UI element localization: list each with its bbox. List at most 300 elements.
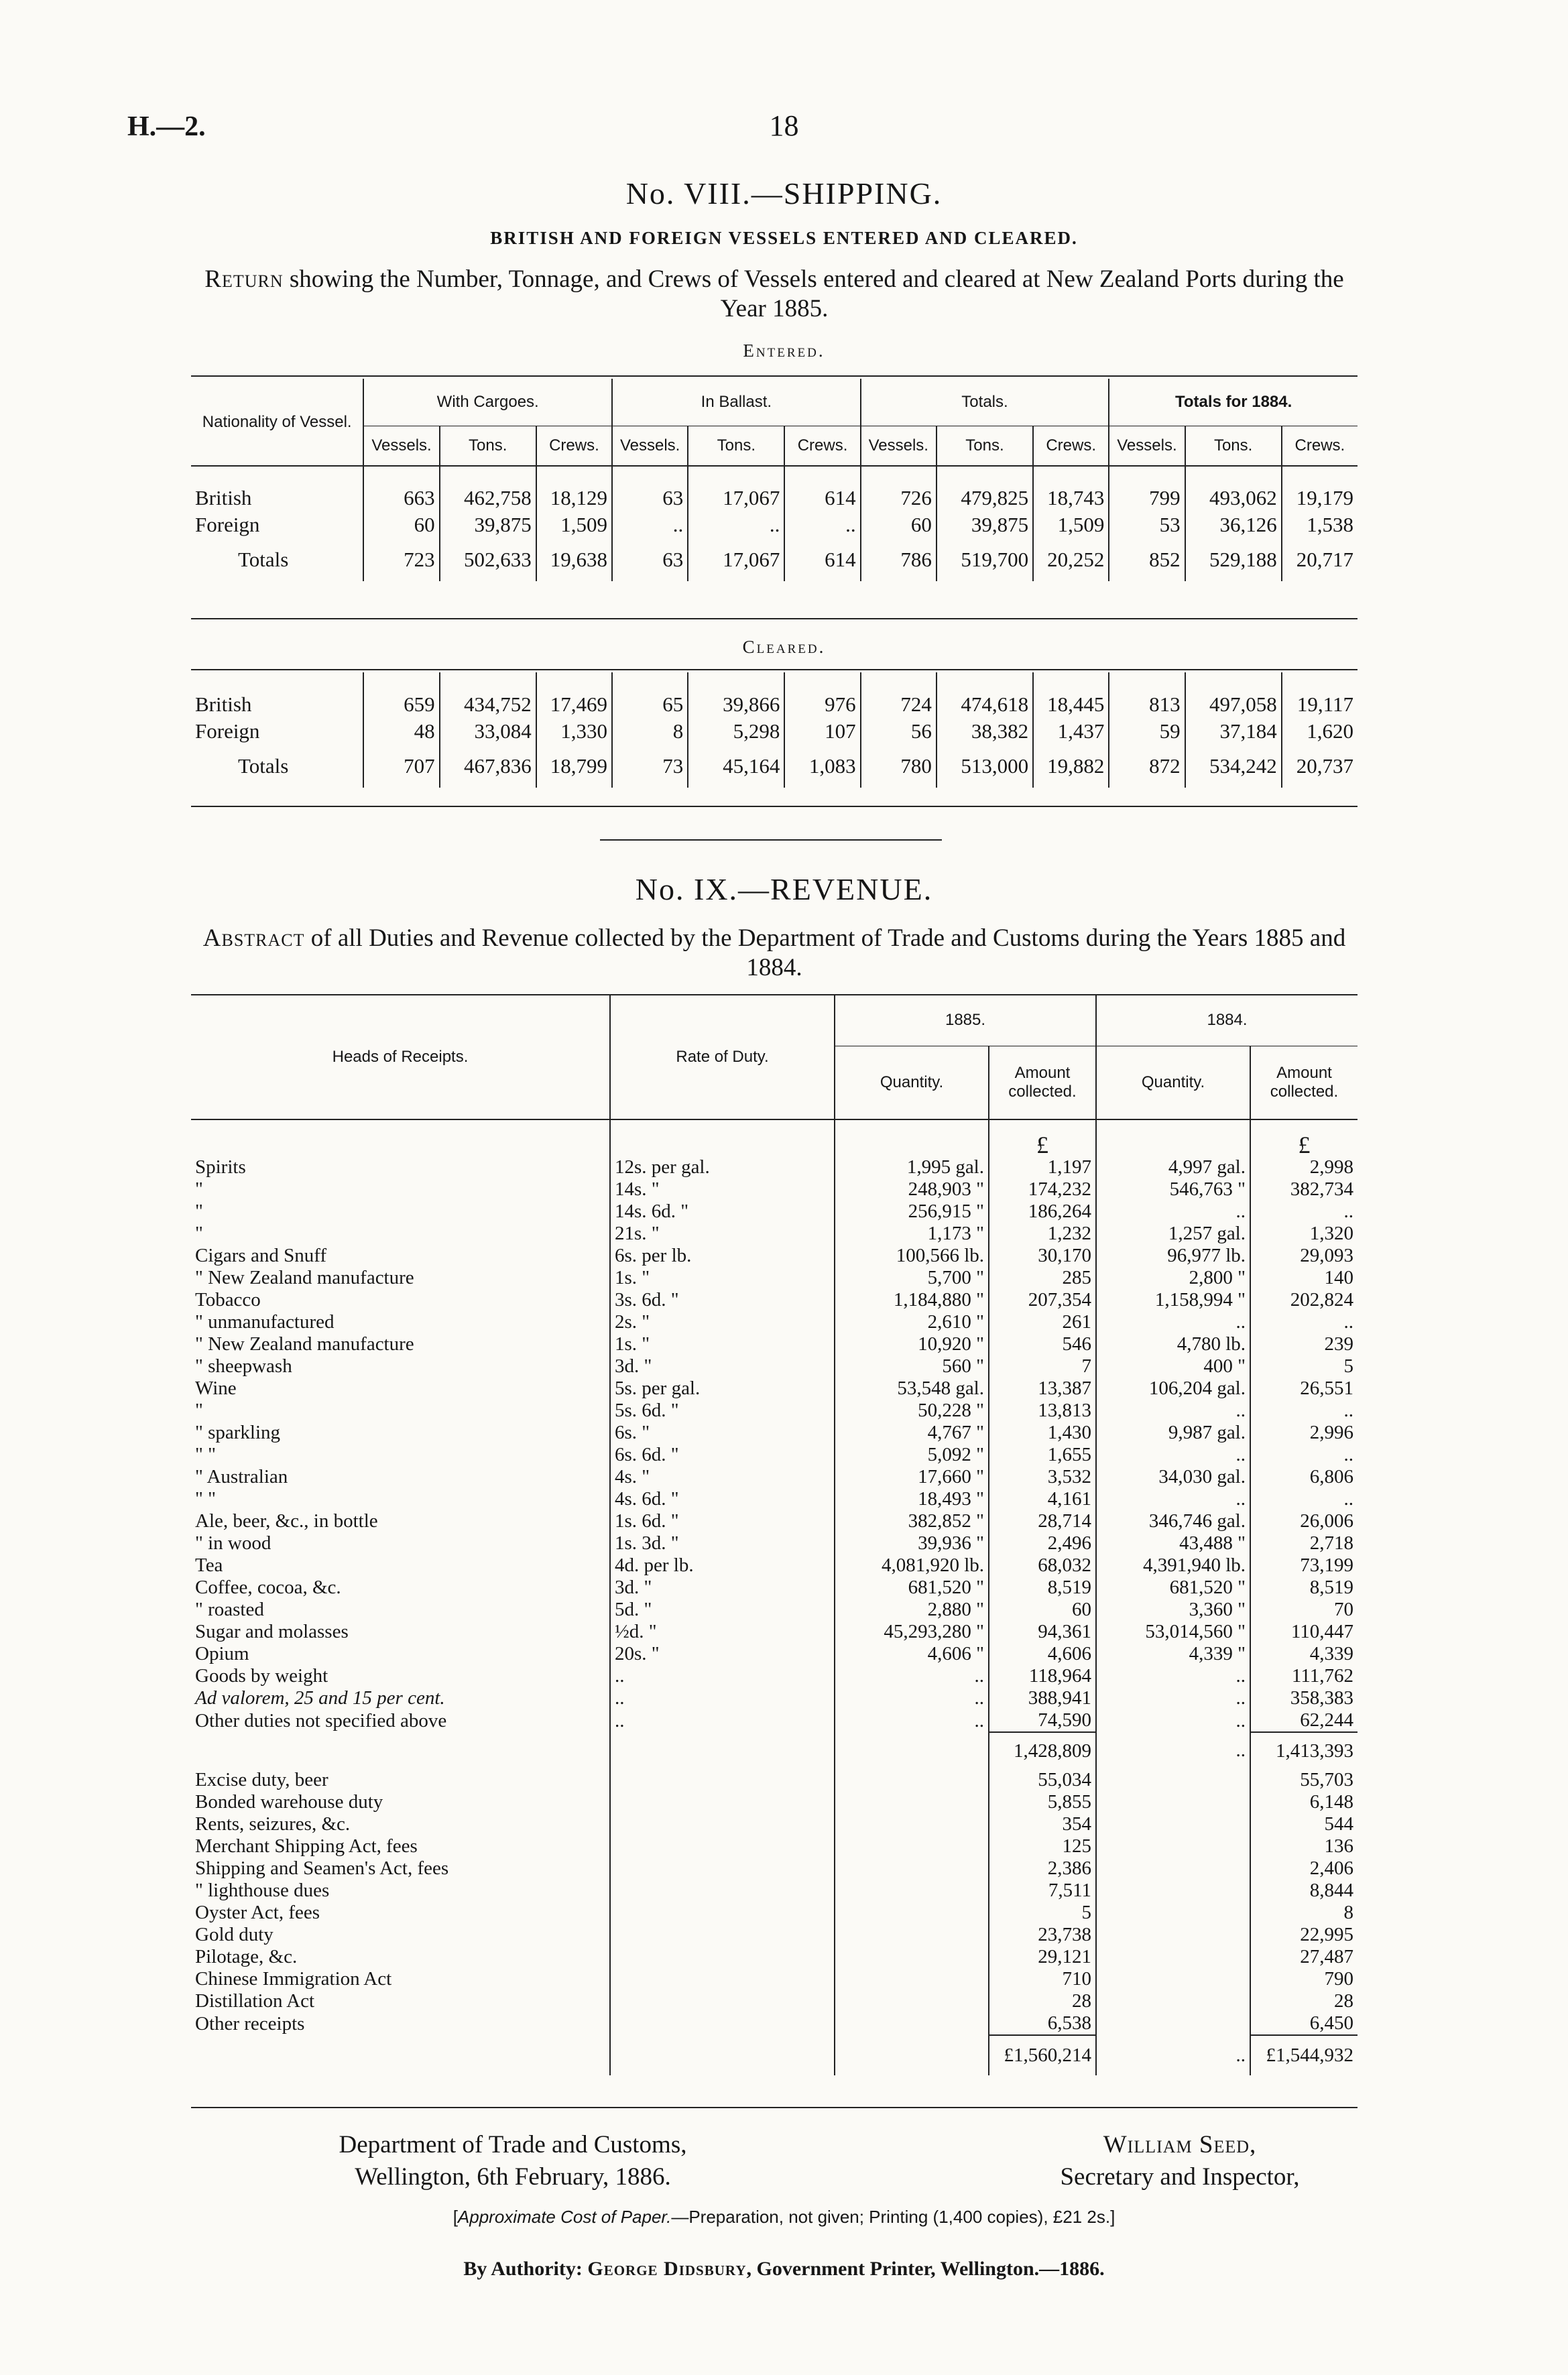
nationality-header: Nationality of Vessel. xyxy=(191,379,363,466)
revenue-row xyxy=(191,1769,1358,1791)
revenue-row xyxy=(191,1577,1358,1599)
amount-1884: 2,718 xyxy=(1250,1532,1358,1555)
group-totals-1884: Totals for 1884. xyxy=(1109,379,1358,426)
blank xyxy=(835,1835,989,1858)
amount-1884: 26,551 xyxy=(1250,1378,1358,1400)
revenue-row xyxy=(191,1665,1358,1687)
rate-of-duty: 3d. " xyxy=(610,1577,835,1599)
ship-cell: 63 xyxy=(612,485,688,511)
amount-1884: 110,447 xyxy=(1250,1621,1358,1643)
grand-total-row xyxy=(191,2035,1358,2075)
quantity-1885: 382,852 " xyxy=(835,1510,989,1532)
receipt-head: " xyxy=(195,1400,203,1421)
amount-1885: 354 xyxy=(989,1813,1096,1835)
ship-cell: .. xyxy=(784,511,860,538)
ship-cell: 663 xyxy=(363,485,439,511)
amount-1884: 22,995 xyxy=(1250,1924,1358,1946)
blank xyxy=(1096,1902,1250,1924)
grand-total-1885: £1,560,214 xyxy=(989,2035,1096,2075)
ship-cell: 799 xyxy=(1109,485,1185,511)
receipt-head: " in wood xyxy=(195,1532,272,1554)
ship-cell: .. xyxy=(612,511,688,538)
receipt-head: Wine xyxy=(195,1378,237,1399)
quantity-1885: .. xyxy=(835,1687,989,1709)
col-vessels: Vessels. xyxy=(1109,426,1185,466)
revenue-row xyxy=(191,2012,1358,2035)
col-tons: Tons. xyxy=(440,426,536,466)
amount-1885: 55,034 xyxy=(989,1769,1096,1791)
receipt-head: " xyxy=(195,1223,203,1244)
totals-row xyxy=(191,745,1358,788)
amount-1884: 6,806 xyxy=(1250,1466,1358,1488)
revenue-row xyxy=(191,1835,1358,1858)
amount-1885: 68,032 xyxy=(989,1555,1096,1577)
revenue-row xyxy=(191,1858,1358,1880)
quantity-1885: .. xyxy=(835,1665,989,1687)
ship-cell: 502,633 xyxy=(440,538,536,581)
blank xyxy=(610,1835,835,1858)
amount-1885: 4,606 xyxy=(989,1643,1096,1665)
blank xyxy=(610,1791,835,1813)
receipt-head: " lighthouse dues xyxy=(195,1880,330,1901)
quantity-1884: .. xyxy=(1096,1311,1250,1333)
amount-1885: 5 xyxy=(989,1902,1096,1924)
group-in-ballast: In Ballast. xyxy=(612,379,861,426)
blank xyxy=(835,1880,989,1902)
ship-cell: 18,129 xyxy=(536,485,612,511)
revenue-row xyxy=(191,1990,1358,2012)
ship-cell: 19,179 xyxy=(1282,485,1358,511)
amount-1884: 4,339 xyxy=(1250,1643,1358,1665)
revenue-row xyxy=(191,1178,1358,1201)
amount-1885: 125 xyxy=(989,1835,1096,1858)
receipt-head: Ad valorem, 25 and 15 per cent. xyxy=(195,1687,445,1709)
rate-of-duty: 4s. " xyxy=(610,1466,835,1488)
amount-1885: 4,161 xyxy=(989,1488,1096,1510)
amount-1884: 6,450 xyxy=(1250,2012,1358,2035)
revenue-row xyxy=(191,1687,1358,1709)
amount-1884: .. xyxy=(1250,1311,1358,1333)
revenue-row xyxy=(191,1555,1358,1577)
quantity-1884: 346,746 gal. xyxy=(1096,1510,1250,1532)
nationality-row xyxy=(191,511,1358,538)
rate-of-duty: 5s. 6d. " xyxy=(610,1400,835,1422)
receipt-head: Ale, beer, &c., in bottle xyxy=(195,1510,378,1532)
blank xyxy=(835,1791,989,1813)
amount-1884: 8,519 xyxy=(1250,1577,1358,1599)
printer-name: George Didsbury xyxy=(587,2258,747,2280)
rate-of-duty: .. xyxy=(610,1687,835,1709)
rate-of-duty: 2s. " xyxy=(610,1311,835,1333)
amount-1884: 2,996 xyxy=(1250,1422,1358,1444)
blank xyxy=(1096,1835,1250,1858)
revenue-row xyxy=(191,1902,1358,1924)
receipt-head: " Australian xyxy=(195,1466,288,1487)
ship-cell: 1,509 xyxy=(1033,511,1109,538)
quantity-1885: 45,293,280 " xyxy=(835,1621,989,1643)
amount-1884: .. xyxy=(1250,1201,1358,1223)
group-with-cargoes: With Cargoes. xyxy=(363,379,612,426)
amount-1884: 8,844 xyxy=(1250,1880,1358,1902)
ship-cell: 38,382 xyxy=(937,718,1033,745)
quantity-1884: 4,339 " xyxy=(1096,1643,1250,1665)
authority-line xyxy=(0,2258,1568,2280)
ship-cell: 462,758 xyxy=(440,485,536,511)
rate-of-duty: 1s. " xyxy=(610,1267,835,1289)
quantity-1884: .. xyxy=(1096,2035,1250,2075)
amount-1884: 27,487 xyxy=(1250,1946,1358,1968)
subtotal-1884: 1,413,393 xyxy=(1250,1732,1358,1769)
amount-1885: 60 xyxy=(989,1599,1096,1621)
receipt-head: Rents, seizures, &c. xyxy=(195,1813,351,1835)
quantity-1885: 10,920 " xyxy=(835,1333,989,1355)
amount-1885: 28,714 xyxy=(989,1510,1096,1532)
shipping-subtitle: BRITISH AND FOREIGN VESSELS ENTERED AND CLEARED. xyxy=(490,228,1078,248)
revenue-row xyxy=(191,1267,1358,1289)
quantity-1885: 18,493 " xyxy=(835,1488,989,1510)
ship-cell: 872 xyxy=(1109,745,1185,788)
amount-1885: 388,941 xyxy=(989,1687,1096,1709)
ship-cell: 659 xyxy=(363,691,439,718)
revenue-bottom-rule xyxy=(191,2107,1358,2108)
quantity-1885: 100,566 lb. xyxy=(835,1245,989,1267)
receipt-head: Shipping and Seamen's Act, fees xyxy=(195,1858,449,1879)
department-line: Department of Trade and Customs, xyxy=(339,2131,687,2158)
blank xyxy=(1096,1791,1250,1813)
quantity-1885: 5,700 " xyxy=(835,1267,989,1289)
blank xyxy=(610,2012,835,2035)
blank xyxy=(610,1946,835,1968)
blank xyxy=(1096,1880,1250,1902)
amount-1885: 1,430 xyxy=(989,1422,1096,1444)
ship-cell: 37,184 xyxy=(1185,718,1282,745)
ship-cell: 19,638 xyxy=(536,538,612,581)
ship-cell: 786 xyxy=(861,538,937,581)
revenue-row xyxy=(191,1968,1358,1990)
ship-cell: 65 xyxy=(612,691,688,718)
quantity-1885: 560 " xyxy=(835,1355,989,1378)
ship-cell: 1,083 xyxy=(784,745,860,788)
nationality-name: Totals xyxy=(238,754,289,778)
quantity-1884: 4,391,940 lb. xyxy=(1096,1555,1250,1577)
blank xyxy=(191,2035,610,2075)
blank xyxy=(835,1968,989,1990)
blank xyxy=(1096,1858,1250,1880)
intro-text: showing the Number, Tonnage, and Crews of Vessels entered and cleared at New Zealand Ports during the Year 1885. xyxy=(283,265,1344,322)
quantity-1884: .. xyxy=(1096,1732,1250,1769)
ship-cell: 60 xyxy=(363,511,439,538)
nationality-name: British xyxy=(195,692,252,716)
receipt-head: Pilotage, &c. xyxy=(195,1946,298,1967)
cleared-top-rule xyxy=(191,669,1358,670)
amount-1884: 136 xyxy=(1250,1835,1358,1858)
col-tons: Tons. xyxy=(1185,426,1282,466)
receipt-head: Cigars and Snuff xyxy=(195,1245,327,1266)
ship-cell: .. xyxy=(688,511,784,538)
amount-1884: 62,244 xyxy=(1250,1709,1358,1732)
revenue-row xyxy=(191,1289,1358,1311)
quantity-1884: 43,488 " xyxy=(1096,1532,1250,1555)
amount-1884: 1,320 xyxy=(1250,1223,1358,1245)
revenue-row xyxy=(191,1201,1358,1223)
ship-cell: 17,067 xyxy=(688,538,784,581)
revenue-row xyxy=(191,1422,1358,1444)
quantity-1884: 1,158,994 " xyxy=(1096,1289,1250,1311)
ship-cell: 513,000 xyxy=(937,745,1033,788)
receipt-head: Spirits xyxy=(195,1156,246,1178)
revenue-row xyxy=(191,1444,1358,1466)
ship-cell: 5,298 xyxy=(688,718,784,745)
signer-name: William Seed, xyxy=(1103,2131,1257,2158)
intro-lead-word: Return xyxy=(204,265,284,293)
receipt-head: Opium xyxy=(195,1643,249,1664)
blank xyxy=(610,2035,835,2075)
amount-1885: 2,496 xyxy=(989,1532,1096,1555)
amount-1884: 5 xyxy=(1250,1355,1358,1378)
col-crews: Crews. xyxy=(1033,426,1109,466)
blank xyxy=(610,1858,835,1880)
receipt-head: Gold duty xyxy=(195,1924,274,1945)
pound-sign: £ xyxy=(989,1119,1096,1156)
ship-cell: 48 xyxy=(363,718,439,745)
receipt-head: " " xyxy=(195,1488,216,1510)
revenue-row xyxy=(191,1156,1358,1178)
page-number: 18 xyxy=(769,109,799,142)
rate-of-duty: 5s. per gal. xyxy=(610,1378,835,1400)
cleared-table xyxy=(191,672,1358,788)
receipt-head: Other receipts xyxy=(195,2012,305,2034)
amount-1885: 7,511 xyxy=(989,1880,1096,1902)
blank xyxy=(610,1769,835,1791)
amount-1885: 261 xyxy=(989,1311,1096,1333)
ship-cell: 17,067 xyxy=(688,485,784,511)
col-crews: Crews. xyxy=(784,426,860,466)
receipt-head: " xyxy=(195,1178,203,1200)
blank xyxy=(610,1968,835,1990)
ship-cell: 73 xyxy=(612,745,688,788)
revenue-row xyxy=(191,1466,1358,1488)
amount-1884: 70 xyxy=(1250,1599,1358,1621)
date-line: Wellington, 6th February, 1886. xyxy=(355,2163,671,2191)
ship-cell: 529,188 xyxy=(1185,538,1282,581)
subtotal-1885: 1,428,809 xyxy=(989,1732,1096,1769)
revenue-row xyxy=(191,1488,1358,1510)
amount-1885: 207,354 xyxy=(989,1289,1096,1311)
authority-rest: , Government Printer, Wellington.—1886. xyxy=(746,2258,1105,2280)
blank xyxy=(835,1769,989,1791)
ship-cell: 724 xyxy=(861,691,937,718)
quantity-1885: 1,173 " xyxy=(835,1223,989,1245)
ship-cell: 20,252 xyxy=(1033,538,1109,581)
receipt-head: " New Zealand manufacture xyxy=(195,1267,414,1288)
amount-1884: 140 xyxy=(1250,1267,1358,1289)
receipt-head: " xyxy=(195,1201,203,1222)
quantity-1885: .. xyxy=(835,1709,989,1732)
signer-title: Secretary and Inspector, xyxy=(1060,2163,1300,2191)
quantity-1884: .. xyxy=(1096,1709,1250,1732)
rate-of-duty: 1s. " xyxy=(610,1333,835,1355)
amount-1885: 23,738 xyxy=(989,1924,1096,1946)
quantity-1885: 4,767 " xyxy=(835,1422,989,1444)
cost-note: [Approximate Cost of Paper.—Preparation, not given; Printing (1,400 copies), £21 2s.] xyxy=(453,2207,1115,2227)
amount-1885: 7 xyxy=(989,1355,1096,1378)
rate-of-duty: 6s. 6d. " xyxy=(610,1444,835,1466)
revenue-row xyxy=(191,1791,1358,1813)
signer-block xyxy=(1006,2129,1354,2193)
quantity-header: Quantity. xyxy=(1096,1046,1250,1119)
revenue-row xyxy=(191,1621,1358,1643)
col-vessels: Vessels. xyxy=(612,426,688,466)
blank xyxy=(835,1732,989,1769)
rate-of-duty: 1s. 6d. " xyxy=(610,1510,835,1532)
revenue-row xyxy=(191,1599,1358,1621)
ship-cell: 20,737 xyxy=(1282,745,1358,788)
ship-cell: 56 xyxy=(861,718,937,745)
ship-cell: 614 xyxy=(784,485,860,511)
col-crews: Crews. xyxy=(1282,426,1358,466)
amount-1884: 55,703 xyxy=(1250,1769,1358,1791)
col-tons: Tons. xyxy=(688,426,784,466)
quantity-1885: 681,520 " xyxy=(835,1577,989,1599)
amount-1885: 13,813 xyxy=(989,1400,1096,1422)
quantity-1884: 9,987 gal. xyxy=(1096,1422,1250,1444)
ship-cell: 707 xyxy=(363,745,439,788)
rate-of-duty: 12s. per gal. xyxy=(610,1156,835,1178)
quantity-1885: 5,092 " xyxy=(835,1444,989,1466)
amount-1884: 2,998 xyxy=(1250,1156,1358,1178)
amount-1885: 74,590 xyxy=(989,1709,1096,1732)
blank xyxy=(1096,1813,1250,1835)
ship-cell: 1,620 xyxy=(1282,718,1358,745)
ship-cell: 39,875 xyxy=(937,511,1033,538)
revenue-row xyxy=(191,1400,1358,1422)
rate-of-duty: 6s. " xyxy=(610,1422,835,1444)
cleared-label: Cleared. xyxy=(742,637,826,657)
receipt-head: Bonded warehouse duty xyxy=(195,1791,383,1813)
receipt-head: " " xyxy=(195,1444,216,1465)
blank xyxy=(835,2012,989,2035)
quantity-1884: 400 " xyxy=(1096,1355,1250,1378)
pound-sign: £ xyxy=(1250,1119,1358,1156)
ship-cell: 1,330 xyxy=(536,718,612,745)
rate-of-duty: 14s. " xyxy=(610,1178,835,1201)
authority-prefix: By Authority: xyxy=(463,2258,588,2280)
quantity-1884: 681,520 " xyxy=(1096,1577,1250,1599)
amount-1885: 186,264 xyxy=(989,1201,1096,1223)
blank xyxy=(835,2035,989,2075)
amount-1884: 111,762 xyxy=(1250,1665,1358,1687)
year-1885-header: 1885. xyxy=(835,995,1096,1046)
intro-lead-word: Abstract xyxy=(202,924,305,952)
ship-cell: 1,437 xyxy=(1033,718,1109,745)
ship-cell: 726 xyxy=(861,485,937,511)
receipt-head: " New Zealand manufacture xyxy=(195,1333,414,1355)
receipt-head: Chinese Immigration Act xyxy=(195,1968,392,1990)
quantity-1885: 39,936 " xyxy=(835,1532,989,1555)
amount-1884: 382,734 xyxy=(1250,1178,1358,1201)
ship-cell: 467,836 xyxy=(440,745,536,788)
amount-1884: 26,006 xyxy=(1250,1510,1358,1532)
quantity-1885: 53,548 gal. xyxy=(835,1378,989,1400)
amount-1884: 790 xyxy=(1250,1968,1358,1990)
totals-row xyxy=(191,538,1358,581)
quantity-1884: 1,257 gal. xyxy=(1096,1223,1250,1245)
ship-cell: 780 xyxy=(861,745,937,788)
blank xyxy=(835,1858,989,1880)
revenue-intro xyxy=(191,924,1358,983)
amount-1885: 29,121 xyxy=(989,1946,1096,1968)
rate-of-duty: 14s. 6d. " xyxy=(610,1201,835,1223)
blank xyxy=(610,1813,835,1835)
ship-cell: 39,875 xyxy=(440,511,536,538)
ship-cell: 39,866 xyxy=(688,691,784,718)
rate-of-duty: ½d. " xyxy=(610,1621,835,1643)
amount-1885: 8,519 xyxy=(989,1577,1096,1599)
amount-1885: 118,964 xyxy=(989,1665,1096,1687)
col-tons: Tons. xyxy=(937,426,1033,466)
ship-cell: 519,700 xyxy=(937,538,1033,581)
ship-cell: 59 xyxy=(1109,718,1185,745)
amount-1885: 546 xyxy=(989,1333,1096,1355)
amount-1884: 6,148 xyxy=(1250,1791,1358,1813)
quantity-1885: 1,995 gal. xyxy=(835,1156,989,1178)
amount-1885: 30,170 xyxy=(989,1245,1096,1267)
quantity-1884: .. xyxy=(1096,1400,1250,1422)
amount-1884: 2,406 xyxy=(1250,1858,1358,1880)
blank xyxy=(610,1902,835,1924)
quantity-1885: 17,660 " xyxy=(835,1466,989,1488)
ship-cell: 614 xyxy=(784,538,860,581)
nationality-row xyxy=(191,485,1358,511)
amount-header: Amount collected. xyxy=(1250,1046,1358,1119)
rate-of-duty: 21s. " xyxy=(610,1223,835,1245)
receipt-head: Tobacco xyxy=(195,1289,261,1311)
ship-cell: 18,445 xyxy=(1033,691,1109,718)
blank xyxy=(1096,1769,1250,1791)
quantity-1884: 53,014,560 " xyxy=(1096,1621,1250,1643)
quantity-1884: .. xyxy=(1096,1687,1250,1709)
receipt-head: Oyster Act, fees xyxy=(195,1902,320,1923)
quantity-1885: 1,184,880 " xyxy=(835,1289,989,1311)
quantity-1885: 248,903 " xyxy=(835,1178,989,1201)
quantity-1884: 3,360 " xyxy=(1096,1599,1250,1621)
revenue-row xyxy=(191,1355,1358,1378)
ship-cell: 534,242 xyxy=(1185,745,1282,788)
quantity-1884: .. xyxy=(1096,1488,1250,1510)
ship-cell: 813 xyxy=(1109,691,1185,718)
receipt-head: Coffee, cocoa, &c. xyxy=(195,1577,341,1598)
blank xyxy=(835,1813,989,1835)
receipt-head: Sugar and molasses xyxy=(195,1621,349,1642)
revenue-row xyxy=(191,1532,1358,1555)
amount-1885: 28 xyxy=(989,1990,1096,2012)
ship-cell: 60 xyxy=(861,511,937,538)
amount-1885: 710 xyxy=(989,1968,1096,1990)
quantity-1885: 2,610 " xyxy=(835,1311,989,1333)
revenue-row xyxy=(191,1223,1358,1245)
revenue-row xyxy=(191,1813,1358,1835)
revenue-row xyxy=(191,1333,1358,1355)
revenue-row xyxy=(191,1510,1358,1532)
blank xyxy=(610,1990,835,2012)
rate-of-duty: 3s. 6d. " xyxy=(610,1289,835,1311)
amount-1885: 1,232 xyxy=(989,1223,1096,1245)
shipping-intro xyxy=(191,265,1358,324)
amount-1884: .. xyxy=(1250,1444,1358,1466)
receipt-head: Goods by weight xyxy=(195,1665,328,1687)
ship-cell: 18,799 xyxy=(536,745,612,788)
amount-1884: .. xyxy=(1250,1488,1358,1510)
